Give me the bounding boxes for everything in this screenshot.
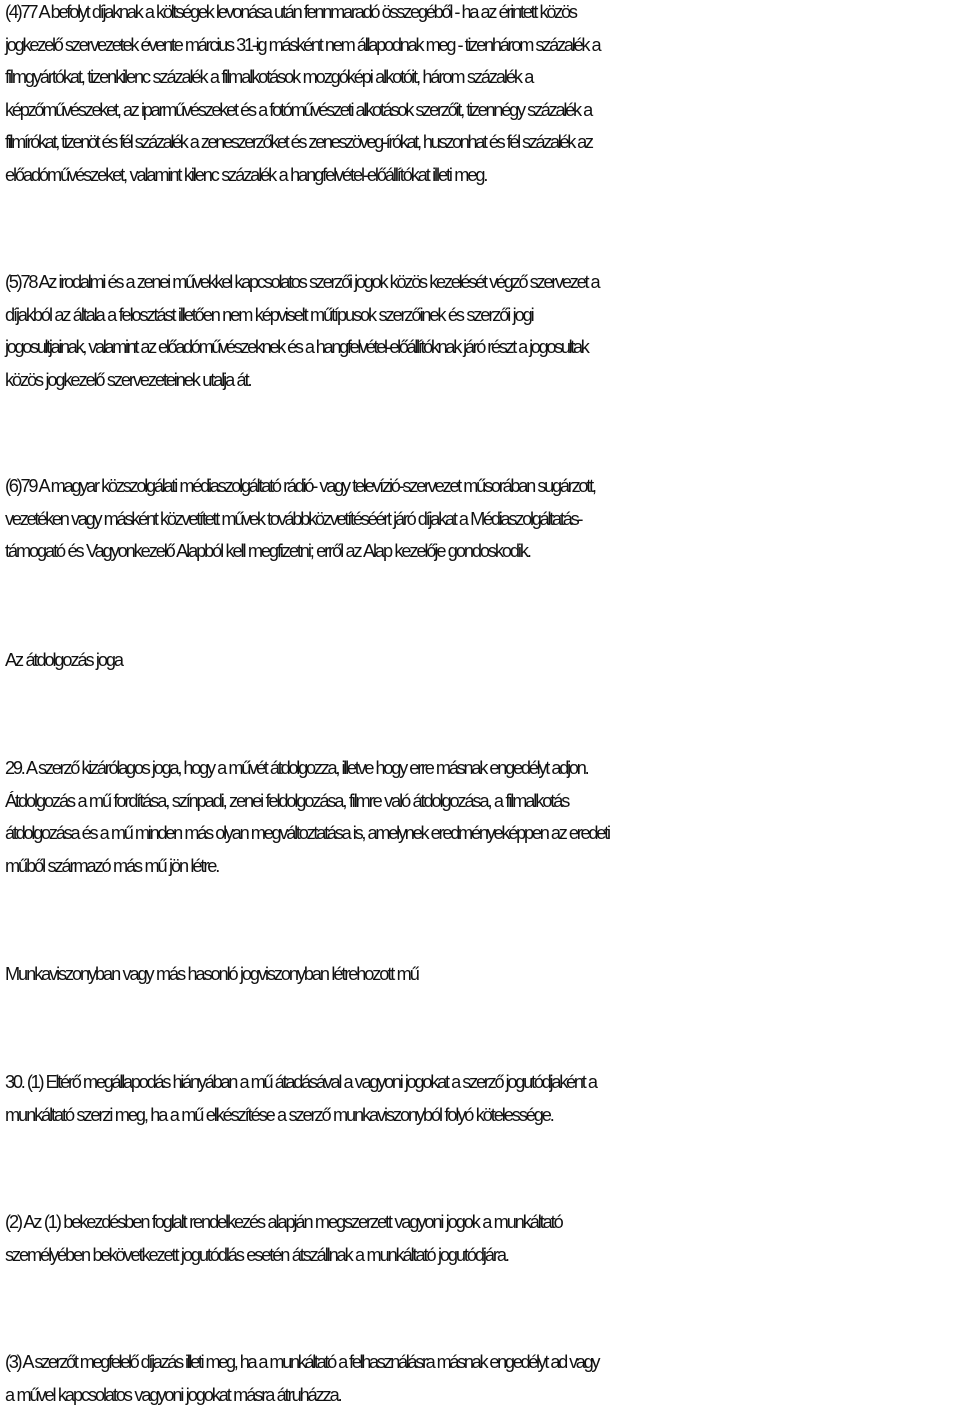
text-line: (5)78 Az irodalmi és a zenei művekkel kapcsolatos szerzői jogok közös kezelését végző szervezet a [5,272,599,292]
section-29 [5,752,957,882]
section-30-2 [5,1206,957,1271]
text-line: közös jogkezelő szervezeteinek utalja át. [5,369,251,390]
text-line: személyében bekövetkezett jogutódlás esetén átszállnak a munkáltató jogutódjára. [5,1244,508,1265]
paragraph-5-78 [5,266,957,396]
text-line: a művel kapcsolatos vagyoni jogokat másra átruházza. [5,1384,341,1405]
paragraph-4-77 [5,0,957,191]
text-line: jogkezelő szervezetek évente március 31-ig másként nem állapodnak meg - tizenhárom százalék a [5,34,600,55]
text-line: átdolgozása és a mű minden más olyan megváltoztatása is, amelynek eredményeképpen az eredeti [5,823,609,843]
text-line: Átdolgozás a mű fordítása, színpadi, zenei feldolgozása, filmre való átdolgozása, a filmalkotás [5,790,569,811]
section-heading-adaptation [5,644,957,677]
text-line: (4)77 A befolyt díjaknak a költségek levonása után fennmaradó összegéből - ha az érintett közös [5,2,576,22]
text-line: (6)79 A magyar közszolgálati médiaszolgáltató rádió- vagy televízió-szervezet műsorában sugárzott, [5,476,595,496]
text-line: vezetéken vagy másként közvetített művek továbbközvetítéséért járó díjakat a Médiaszolgáltatás- [5,508,582,529]
text-line: műből származó más mű jön létre. [5,855,219,876]
text-line: képzőművészeket, az iparművészeket és a fotóművészeti alkotások szerzőit, tizennégy százalék a [5,99,592,120]
text-line: filmírókat, tizenöt és fél százalék a zeneszerzőket és zeneszöveg-írókat, huszonhat és fél százalék az [5,132,592,152]
text-line: jogosultjainak, valamint az előadóművészeknek és a hangfelvétel-előállítóknak járó részt a jogosultak [5,337,588,357]
text-line: díjakból az általa a felosztást illetően nem képviselt műtípusok szerzőinek és szerzői jogi [5,304,533,325]
text-line: 29. A szerző kizárólagos joga, hogy a művét átdolgozza, illetve hogy erre másnak engedélyt adjon. [5,758,588,778]
paragraph-6-79 [5,470,957,568]
section-30-3 [5,1346,957,1411]
text-line: előadóművészeket, valamint kilenc százalék a hangfelvétel-előállítókat illeti meg. [5,164,487,185]
text-line: (3) A szerzőt megfelelő díjazás illeti meg, ha a munkáltató a felhasználásra másnak engedélyt ad vagy [5,1352,599,1372]
section-heading: Az átdolgozás joga [5,650,122,670]
text-line: (2) Az (1) bekezdésben foglalt rendelkezés alapján megszerzett vagyoni jogok a munkáltató [5,1212,562,1232]
text-line: munkáltató szerzi meg, ha a mű elkészítése a szerző munkaviszonyból folyó kötelessége. [5,1104,553,1125]
text-line: filmgyártókat, tizenkilenc százalék a filmalkotások mozgóképi alkotóit, három százalék a [5,67,533,87]
section-heading: Munkaviszonyban vagy más hasonló jogviszonyban létrehozott mű [5,964,418,984]
text-line: támogató és Vagyonkezelő Alapból kell megfizetni; erről az Alap kezelője gondoskodik. [5,541,530,561]
section-heading-employment [5,958,957,991]
text-line: 30. (1) Eltérő megállapodás hiányában a mű átadásával a vagyoni jogokat a szerző jogutódjaként a [5,1072,596,1092]
section-30-1 [5,1066,957,1131]
